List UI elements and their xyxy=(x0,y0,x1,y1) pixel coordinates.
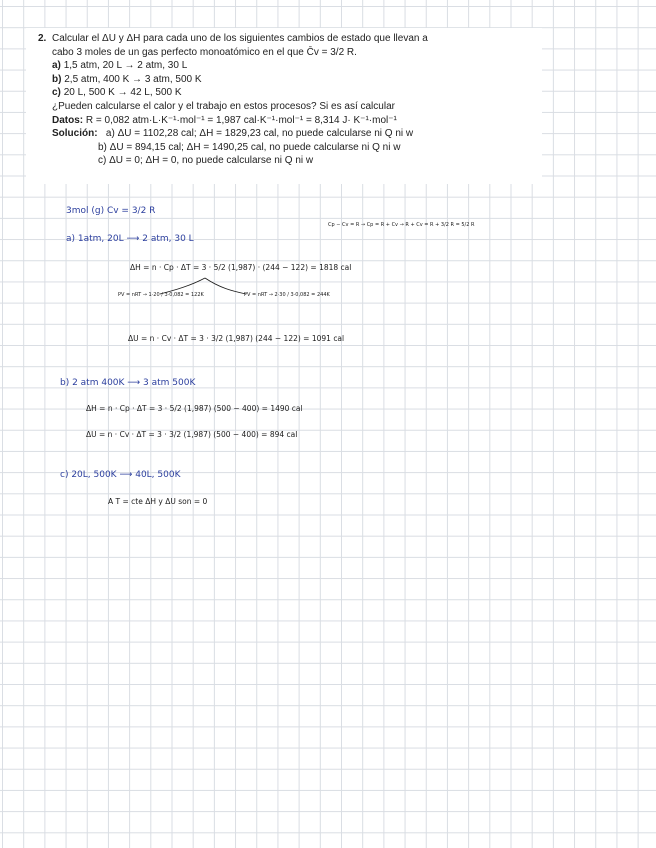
datos-label: Datos: xyxy=(52,114,84,126)
hw-part-b-dH: ΔH = n · Cp · ΔT = 3 · 5/2 (1,987) (500 − 400) = 1490 cal xyxy=(86,404,303,413)
item-b-label: b) xyxy=(52,73,62,85)
question-line: ¿Pueden calcularse el calor y el trabajo en estos procesos? Si es así calcular xyxy=(52,100,395,112)
hw-part-a-header: a) 1atm, 20L ⟶ 2 atm, 30 L xyxy=(66,234,194,244)
item-c-label: c) xyxy=(52,87,61,99)
statement-line-2: cabo 3 moles de un gas perfecto monoatómico en el que C̄v = 3/2 R. xyxy=(52,46,357,58)
hw-part-b-dU: ΔU = n · Cv · ΔT = 3 · 3/2 (1,987) (500 − 400) = 894 cal xyxy=(86,430,298,439)
item-b-text: 2,5 atm, 400 K → 3 atm, 500 K xyxy=(64,73,202,85)
hw-part-a-T1: PV = nRT → 1·20 / 3·0,082 = 122K xyxy=(118,292,204,298)
hw-part-a-dH: ΔH = n · Cp · ΔT = 3 · 5/2 (1,987) · (244 − 122) = 1818 cal xyxy=(130,263,352,272)
hw-part-a-dU: ΔU = n · Cv · ΔT = 3 · 3/2 (1,987) (244 − 122) = 1091 cal xyxy=(128,334,345,343)
hw-given: 3mol (g) Cv = 3/2 R xyxy=(66,206,156,216)
solucion-label: Solución: xyxy=(52,128,98,140)
hw-part-c-header: c) 20L, 500K ⟶ 40L, 500K xyxy=(60,470,181,480)
problem-number: 2. xyxy=(38,33,47,44)
solution-a: a) ΔU = 1102,28 cal; ΔH = 1829,23 cal, no puede calcularse ni Q ni w xyxy=(105,128,414,140)
hw-part-a-T2: PV = nRT → 2·30 / 3·0,082 = 244K xyxy=(244,292,330,298)
item-c-text: 20 L, 500 K → 42 L, 500 K xyxy=(63,87,182,99)
hw-arrow-right xyxy=(205,278,246,294)
item-a-text: 1,5 atm, 20 L → 2 atm, 30 L xyxy=(63,60,188,72)
item-a-label: a) xyxy=(52,60,61,72)
datos-text: R = 0,082 atm·L·K⁻¹·mol⁻¹ = 1,987 cal·K⁻¹·mol⁻¹ = 8,314 J· K⁻¹·mol⁻¹ xyxy=(85,114,397,126)
hw-cp-relation: Cp − Cv = R → Cp = R + Cv → R + Cv = R + 3/2 R = 5/2 R xyxy=(328,222,475,228)
statement-text-1: Calcular el ΔU y ΔH para cada uno de los siguientes cambios de estado que llevan a xyxy=(52,33,428,44)
solution-b: b) ΔU = 894,15 cal; ΔH = 1490,25 cal, no puede calcularse ni Q ni w xyxy=(98,141,401,153)
hw-part-c-note: A T = cte ΔH y ΔU son = 0 xyxy=(108,497,208,506)
hw-arrow-left xyxy=(160,278,205,294)
solution-c: c) ΔU = 0; ΔH = 0, no puede calcularse ni Q ni w xyxy=(98,155,314,167)
hw-part-b-header: b) 2 atm 400K ⟶ 3 atm 500K xyxy=(60,378,196,388)
